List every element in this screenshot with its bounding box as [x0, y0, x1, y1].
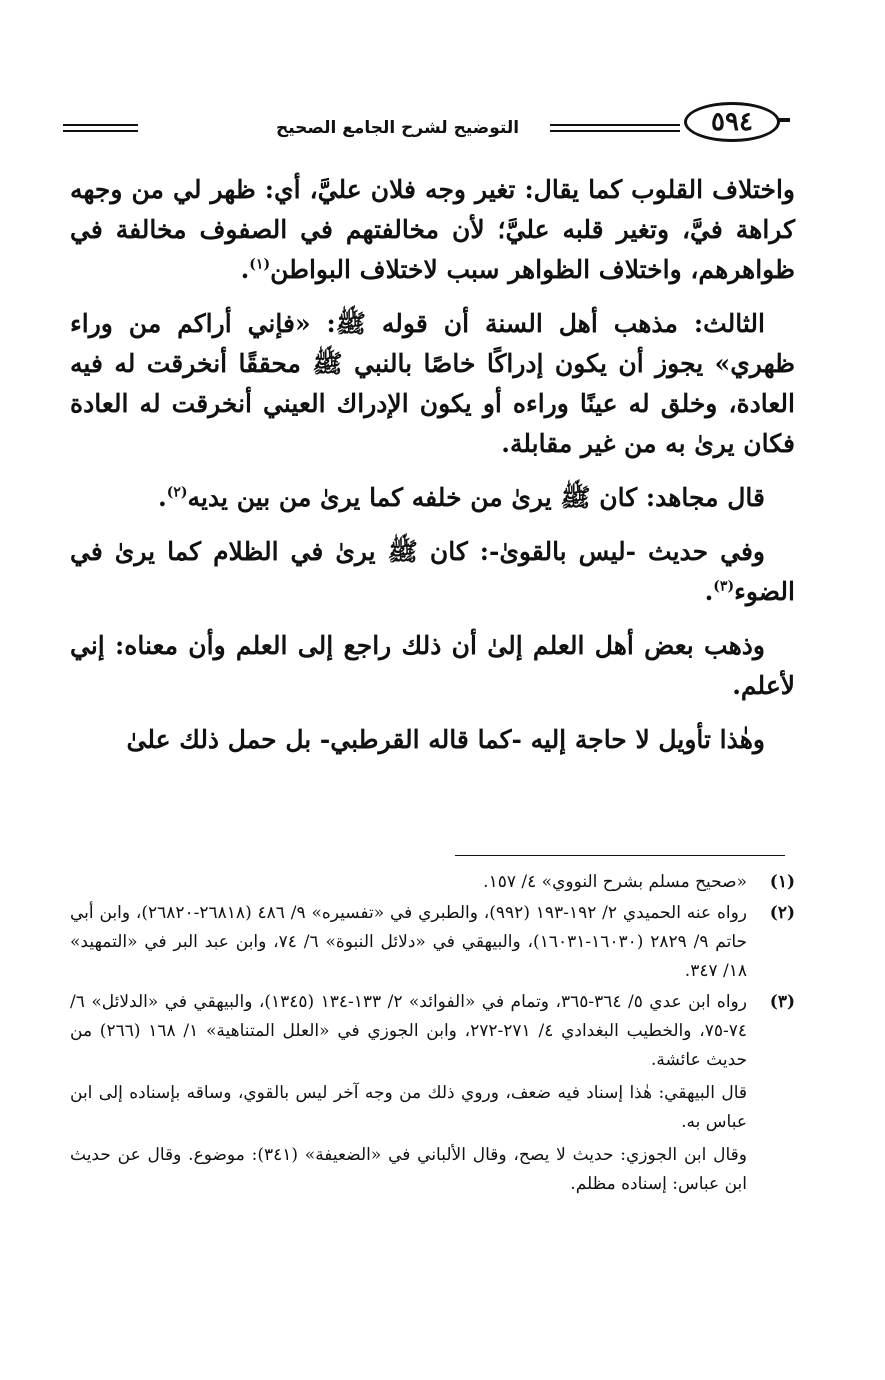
page-number: ٥٩٤ — [684, 102, 780, 142]
footnote-ref: (١) — [249, 256, 271, 273]
footnote-number: (١) — [769, 872, 795, 892]
footnote — [70, 868, 795, 897]
paragraph — [70, 478, 795, 518]
paragraph-text: واختلاف القلوب كما يقال: تغير وجه فلان عليَّ، أي: ظهر لي من وجهه كراهة فيَّ، وتغير قلبه عليَّ؛ لأن مخالفتهم في الصفوف مخالفة في ظواهرهم، واختلاف الظواهر سبب لاختلاف البواطن — [70, 175, 795, 284]
footnote-continuation: وقال ابن الجوزي: حديث لا يصح، وقال الألباني في «الضعيفة» (٣٤١): موضوع. وقال عن حديث ابن عباس: إسناده مظلم. — [70, 1145, 747, 1194]
paragraph-text: وفي حديث -ليس بالقوىٰ-: كان ﷺ يرىٰ في الظلام كما يرىٰ في الضوء — [70, 537, 795, 606]
footnote-text: رواه ابن عدي ٥/ ٣٦٤-٣٦٥، وتمام في «الفوائد» ٢/ ١٣٣-١٣٤ (١٣٤٥)، والبيهقي في «الدلائل» ٦/ ٧٤-٧٥، والخطيب البغدادي ٤/ ٢٧١-٢٧٢، وابن الجوزي في «العلل المتناهية» ١/ ١٦٨ (٢٦٦) من حديث عائشة. — [70, 992, 747, 1070]
paragraph — [70, 626, 795, 706]
paragraph-text: قال مجاهد: كان ﷺ يرىٰ من خلفه كما يرىٰ من بين يديه — [187, 483, 765, 512]
paragraph-text: وهٰذا تأويل لا حاجة إليه -كما قاله القرطبي- بل حمل ذلك علىٰ — [126, 725, 765, 754]
paragraph-tail: . — [704, 577, 714, 606]
footnote-ref: (٣) — [713, 578, 735, 595]
paragraph — [70, 304, 795, 464]
running-header — [55, 100, 790, 156]
running-title: التوضيح لشرح الجامع الصحيح — [275, 118, 520, 138]
footnote-continuation: قال البيهقي: هٰذا إسناد فيه ضعف، وروي ذلك من وجه آخر ليس بالقوي، وساقه بإسناده إلى ابن عباس به. — [70, 1083, 747, 1132]
footnote-ref: (٢) — [166, 484, 188, 501]
footnotes — [70, 868, 795, 1199]
footnote — [70, 899, 795, 986]
footnote-text: رواه عنه الحميدي ٢/ ١٩٢-١٩٣ (٩٩٢)، والطبري في «تفسيره» ٩/ ٤٨٦ (٢٦٨١٨-٢٦٨٢٠)، وابن أبي حاتم ٩/ ٢٨٢٩ (١٦٠٣٠-١٦٠٣١)، والبيهقي في «دلائل النبوة» ٦/ ٧٤، وابن عبد البر في «التمهيد» ١٨/ ٣٤٧. — [70, 903, 748, 981]
header-rule-left — [63, 124, 138, 132]
paragraph-tail: . — [158, 483, 167, 512]
paragraph — [70, 532, 795, 612]
footnote — [70, 988, 795, 1075]
paragraph-text: الثالث: مذهب أهل السنة أن قوله ﷺ: «فإني أراكم من وراء ظهري» يجوز أن يكون إدراكًا خاصًا بالنبي ﷺ محققًا أنخرقت له فيه العادة، وخلق له عينًا وراءه أو يكون الإدراك العيني أنخرقت له العادة فكان يرىٰ به من غير مقابلة. — [70, 309, 795, 458]
footnote-text: «صحيح مسلم بشرح النووي» ٤/ ١٥٧. — [483, 872, 747, 892]
paragraph-tail: . — [240, 255, 250, 284]
main-text — [70, 170, 795, 774]
footnote-separator — [455, 855, 785, 856]
paragraph-text: وذهب بعض أهل العلم إلىٰ أن ذلك راجع إلى العلم وأن معناه: إني لأعلم. — [70, 631, 795, 700]
footnote-number: (٣) — [769, 992, 795, 1012]
paragraph — [70, 170, 795, 290]
footnote-number: (٢) — [769, 903, 795, 923]
paragraph — [70, 720, 795, 760]
